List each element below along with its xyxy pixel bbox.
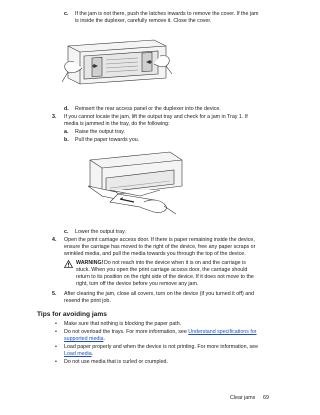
step-d-text: Reinsert the rear access panel or the duplexer into the device. <box>75 106 221 112</box>
footer-section-title: Clear jams <box>230 395 256 401</box>
load-media-link[interactable]: Load media <box>64 351 92 357</box>
supported-media-link[interactable]: supported media <box>64 336 104 342</box>
step-c-text-line1: If the jam is not there, push the latches inwards to remove the cover. If the jam <box>75 11 259 17</box>
bullet-3-marker: • <box>55 344 57 350</box>
tip-2-suffix: . <box>103 336 105 342</box>
tip-1-text: Make sure that nothing is blocking the paper path. <box>64 321 182 327</box>
warning-text-line4: right, turn off the device before you remove any jam. <box>76 281 199 287</box>
step-d-label: d. <box>64 106 69 112</box>
step-4-label: 4. <box>52 237 57 243</box>
step-4-text-line2: ensure the carriage has moved to the right of the device, free any paper scraps or <box>64 244 256 250</box>
step-3a-label: a. <box>64 129 69 135</box>
step-3c-text: Lower the output tray. <box>75 229 126 235</box>
step-5-text-line1: After clearing the jam, close all covers, turn on the device (if you turned it off) and <box>64 291 255 297</box>
footer-page-number: 69 <box>263 395 269 401</box>
tip-3-text-line2 <box>64 351 93 358</box>
step-3c-label: c. <box>64 229 69 235</box>
warning-text-line2: stuck. When you open the print carriage access door, the carriage should <box>76 267 248 273</box>
tip-2-text-line2 <box>64 336 105 343</box>
specifications-link[interactable]: Understand specifications for <box>188 329 257 335</box>
step-4-text-line1: Open the print carriage access door. If there is paper remaining inside the device, <box>64 237 255 243</box>
bullet-1-marker: • <box>55 321 57 327</box>
tip-3-suffix: . <box>91 351 94 357</box>
step-5-text-line2: resend the print job. <box>64 298 111 304</box>
step-3a-text: Raise the output tray. <box>75 129 125 135</box>
tip-2-prefix: Do not overload the trays. For more information, see <box>64 329 189 335</box>
warning-text-line1: Do not reach into the device when it is on and the carriage is <box>104 260 246 266</box>
tip-4-text: Do not use media that is curled or crumpled. <box>64 359 168 365</box>
warning-icon <box>64 260 73 268</box>
step-3-text-line2: media is jammed in the tray, do the following: <box>64 121 170 127</box>
step-c-label: c. <box>64 11 69 17</box>
tip-3-text: Load paper properly and when the device is not printing. For more information, see <box>64 344 259 350</box>
tip-2-text <box>64 329 257 336</box>
warning-text-line3: return to its position on the right side of the device. If it does not move to the <box>76 274 254 280</box>
warning-title: WARNING! <box>76 260 104 266</box>
step-4-text-line3: wrinkled media, and pull the media towards you through the top of the device. <box>64 251 246 257</box>
bullet-4-marker: • <box>55 359 57 365</box>
step-5-label: 5. <box>52 291 57 297</box>
step-3b-text: Pull the paper towards you. <box>75 137 140 143</box>
duplexer-removal-illustration <box>62 32 172 90</box>
bullet-2-marker: • <box>55 329 57 335</box>
step-3-text-line1: If you cannot locate the jam, lift the output tray and check for a jam in Tray 1. If <box>64 114 248 120</box>
tips-heading: Tips for avoiding jams <box>37 311 107 318</box>
step-3b-label: b. <box>64 137 69 143</box>
step-c-text-line2: is inside the duplexer, carefully remove it. Close the cover. <box>75 18 212 24</box>
step-3-label: 3. <box>52 114 57 120</box>
tray-jam-illustration <box>70 150 186 218</box>
